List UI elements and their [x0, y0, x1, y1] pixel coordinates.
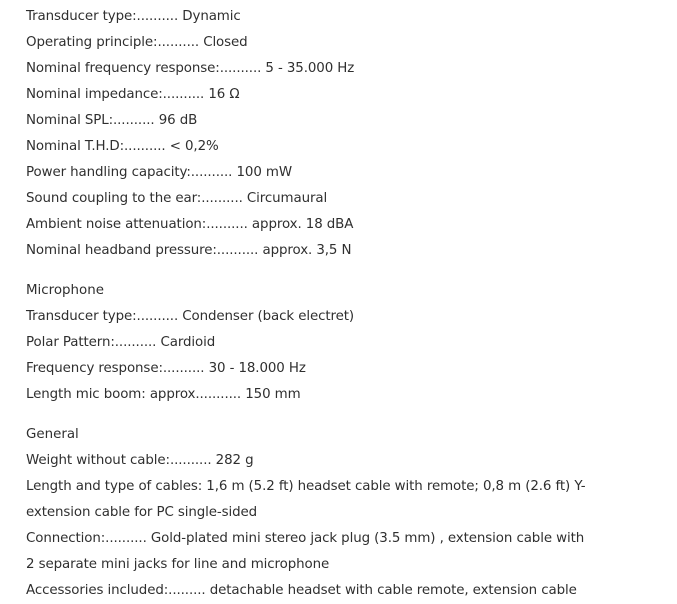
spec-line-transducer-type: Transducer type:.......... Dynamic	[26, 9, 241, 24]
mic-line-polar-pattern: Polar Pattern:.......... Cardioid	[26, 335, 216, 350]
spec-line-frequency-response: Nominal frequency response:.......... 5 - 35.000 Hz	[26, 61, 355, 76]
mic-line-transducer-type: Transducer type:.......... Condenser (back electret)	[26, 309, 355, 324]
general-line-cables-2: extension cable for PC single-sided	[26, 505, 258, 520]
spec-line-power-handling: Power handling capacity:.......... 100 mW	[26, 165, 292, 180]
general-line-connection-2: 2 separate mini jacks for line and microphone	[26, 557, 330, 572]
general-line-cables-1: Length and type of cables: 1,6 m (5.2 ft) headset cable with remote; 0,8 m (2.6 ft) Y-	[26, 479, 586, 494]
spec-line-headband-pressure: Nominal headband pressure:.......... approx. 3,5 N	[26, 243, 352, 258]
general-line-connection-1: Connection:.......... Gold-plated mini stereo jack plug (3.5 mm) , extension cable with	[26, 531, 585, 546]
general-line-accessories: Accessories included:......... detachable headset with cable remote, extension cable	[26, 583, 577, 598]
spec-line-sound-coupling: Sound coupling to the ear:.......... Circumaural	[26, 191, 328, 206]
spec-line-operating-principle: Operating principle:.......... Closed	[26, 35, 248, 50]
section-title-microphone: Microphone	[26, 283, 104, 298]
mic-line-boom-length: Length mic boom: approx........... 150 mm	[26, 387, 301, 402]
spec-line-noise-attenuation: Ambient noise attenuation:.......... approx. 18 dBA	[26, 217, 354, 232]
mic-line-frequency-response: Frequency response:.......... 30 - 18.000 Hz	[26, 361, 306, 376]
section-gap	[26, 408, 677, 422]
section-title-general: General	[26, 427, 79, 442]
spec-line-impedance: Nominal impedance:.......... 16 Ω	[26, 87, 240, 102]
section-gap	[26, 264, 677, 278]
spec-line-thd: Nominal T.H.D:.......... < 0,2%	[26, 139, 219, 154]
spec-line-spl: Nominal SPL:.......... 96 dB	[26, 113, 198, 128]
general-line-weight: Weight without cable:.......... 282 g	[26, 453, 254, 468]
